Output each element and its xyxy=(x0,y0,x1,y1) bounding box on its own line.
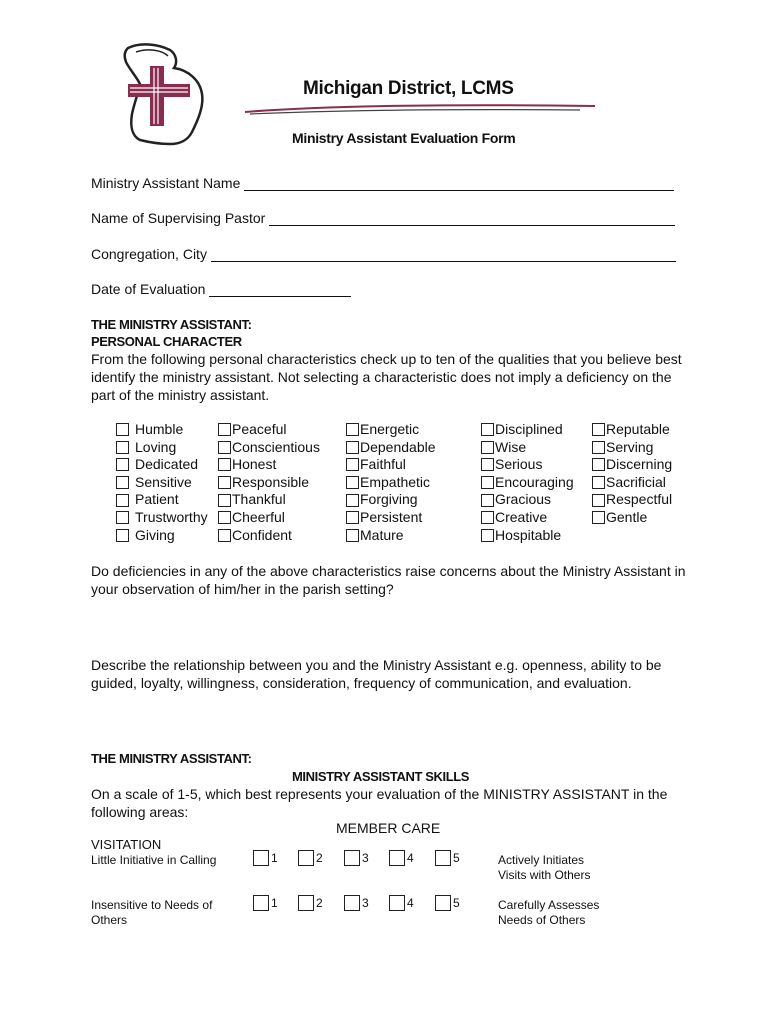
trait-label: Empathetic xyxy=(360,473,431,490)
row1-low-label: Little Initiative in Calling xyxy=(91,853,217,867)
checkbox[interactable] xyxy=(218,511,231,524)
checkbox[interactable] xyxy=(298,850,314,866)
trait-checkbox[interactable] xyxy=(346,491,436,509)
trait-checkbox[interactable] xyxy=(218,474,320,492)
checkbox[interactable] xyxy=(346,458,359,471)
trait-checkbox[interactable] xyxy=(116,421,208,439)
congregation-field[interactable] xyxy=(91,246,676,262)
trait-label: Serving xyxy=(606,438,654,455)
traits-column-2 xyxy=(218,421,320,544)
section1-heading-line2: PERSONAL CHARACTER xyxy=(91,334,242,349)
trait-checkbox[interactable] xyxy=(346,474,436,492)
trait-checkbox[interactable] xyxy=(592,439,672,457)
row1-rating-1[interactable] xyxy=(253,850,278,866)
category-heading: MEMBER CARE xyxy=(336,820,441,836)
section1-heading xyxy=(91,316,252,350)
row1-rating-2[interactable] xyxy=(298,850,323,866)
traits-column-4 xyxy=(481,421,574,544)
checkbox[interactable] xyxy=(218,441,231,454)
low-label-line2: Others xyxy=(91,913,128,927)
trait-checkbox[interactable] xyxy=(592,491,672,509)
checkbox[interactable] xyxy=(435,895,451,911)
trait-label: Loving xyxy=(135,438,177,455)
trait-checkbox[interactable] xyxy=(116,491,208,509)
trait-label: Encouraging xyxy=(495,473,574,490)
trait-checkbox[interactable] xyxy=(481,509,574,527)
trait-checkbox[interactable] xyxy=(116,474,208,492)
rating-label: 5 xyxy=(453,851,460,865)
checkbox[interactable] xyxy=(481,476,494,489)
trait-label: Respectful xyxy=(606,491,673,508)
checkbox[interactable] xyxy=(481,458,494,471)
trait-checkbox[interactable] xyxy=(346,509,436,527)
assistant-name-line[interactable] xyxy=(244,176,674,191)
checkbox[interactable] xyxy=(218,494,231,507)
trait-label: Thankful xyxy=(232,491,286,508)
trait-label: Gracious xyxy=(495,491,552,508)
row1-rating-4[interactable] xyxy=(389,850,414,866)
checkbox[interactable] xyxy=(218,476,231,489)
trait-label: Conscientious xyxy=(232,438,320,455)
high-label-line2: Needs of Others xyxy=(498,913,586,927)
trait-label: Faithful xyxy=(360,456,406,473)
section2-heading: THE MINISTRY ASSISTANT: xyxy=(91,751,252,766)
rating-label: 3 xyxy=(362,896,369,910)
trait-label: Sensitive xyxy=(135,473,192,490)
date-field[interactable] xyxy=(91,281,351,297)
high-label-line1: Actively Initiates xyxy=(498,853,585,867)
pastor-name-line[interactable] xyxy=(269,211,675,226)
pastor-name-field[interactable] xyxy=(91,210,675,226)
district-logo xyxy=(118,40,210,148)
trait-checkbox[interactable] xyxy=(592,421,672,439)
trait-label: Dependable xyxy=(360,438,436,455)
field-label: Date of Evaluation xyxy=(91,281,206,297)
checkbox[interactable] xyxy=(346,423,359,436)
checkbox[interactable] xyxy=(218,458,231,471)
checkbox[interactable] xyxy=(592,476,605,489)
checkbox[interactable] xyxy=(344,850,360,866)
rating-label: 1 xyxy=(271,896,278,910)
checkbox[interactable] xyxy=(346,494,359,507)
trait-label: Forgiving xyxy=(360,491,418,508)
checkbox[interactable] xyxy=(116,458,129,471)
trait-label: Hospitable xyxy=(495,526,562,543)
trait-label: Dedicated xyxy=(135,456,199,473)
checkbox[interactable] xyxy=(592,511,605,524)
trait-checkbox[interactable] xyxy=(481,474,574,492)
rating-label: 2 xyxy=(316,851,323,865)
trait-checkbox[interactable] xyxy=(481,439,574,457)
trait-label: Serious xyxy=(495,456,543,473)
checkbox[interactable] xyxy=(389,895,405,911)
row2-rating-2[interactable] xyxy=(298,895,323,911)
trait-checkbox[interactable] xyxy=(218,421,320,439)
section1-instructions: From the following personal characteristics check up to ten of the qualities that you believe best identify the ministry assistant. Not selecting a characteristic does not imply a deficiency on the part of the ministry assistant. xyxy=(91,351,682,403)
trait-label: Sacrificial xyxy=(606,473,666,490)
checkbox[interactable] xyxy=(116,441,129,454)
checkbox[interactable] xyxy=(435,850,451,866)
trait-label: Disciplined xyxy=(495,421,563,437)
trait-checkbox[interactable] xyxy=(116,439,208,457)
trait-checkbox[interactable] xyxy=(346,527,436,545)
trait-label: Patient xyxy=(135,491,179,508)
trait-checkbox[interactable] xyxy=(481,491,574,509)
rating-label: 2 xyxy=(316,896,323,910)
row1-rating-3[interactable] xyxy=(344,850,369,866)
low-label-line1: Insensitive to Needs of xyxy=(91,898,213,912)
checkbox[interactable] xyxy=(218,423,231,436)
checkbox[interactable] xyxy=(389,850,405,866)
trait-label: Responsible xyxy=(232,473,310,490)
row2-low-label xyxy=(91,898,212,928)
trait-checkbox[interactable] xyxy=(116,527,208,545)
trait-checkbox[interactable] xyxy=(481,421,574,439)
traits-column-5 xyxy=(592,421,672,527)
trait-checkbox[interactable] xyxy=(592,474,672,492)
trait-label: Energetic xyxy=(360,421,420,437)
checkbox[interactable] xyxy=(592,441,605,454)
row2-high-label xyxy=(498,898,599,928)
rating-label: 5 xyxy=(453,896,460,910)
trait-label: Creative xyxy=(495,508,548,525)
checkbox[interactable] xyxy=(218,529,231,542)
row1-rating-5[interactable] xyxy=(435,850,460,866)
trait-label: Gentle xyxy=(606,508,648,525)
trait-checkbox[interactable] xyxy=(116,456,208,474)
trait-checkbox[interactable] xyxy=(592,509,672,527)
row2-rating-3[interactable] xyxy=(344,895,369,911)
field-label: Congregation, City xyxy=(91,246,207,262)
checkbox[interactable] xyxy=(116,529,129,542)
title-swoosh xyxy=(240,100,600,120)
trait-label: Confident xyxy=(232,526,292,543)
trait-checkbox[interactable] xyxy=(346,456,436,474)
trait-checkbox[interactable] xyxy=(116,509,208,527)
trait-label: Cheerful xyxy=(232,508,285,525)
trait-checkbox[interactable] xyxy=(218,527,320,545)
section1-heading-line1: THE MINISTRY ASSISTANT: xyxy=(91,317,252,332)
section2-instructions: On a scale of 1-5, which best represents your evaluation of the MINISTRY ASSISTANT in the following areas: xyxy=(91,786,668,820)
trait-label: Wise xyxy=(495,438,527,455)
trait-label: Giving xyxy=(135,526,175,543)
trait-checkbox[interactable] xyxy=(592,456,672,474)
deficiency-question: Do deficiencies in any of the above characteristics raise concerns about the Ministry Assistant in your observation of him/her in the parish setting? xyxy=(91,563,686,597)
rating-label: 4 xyxy=(407,896,414,910)
row2-rating-4[interactable] xyxy=(389,895,414,911)
checkbox[interactable] xyxy=(253,850,269,866)
checkbox[interactable] xyxy=(346,511,359,524)
trait-label: Discerning xyxy=(606,456,673,473)
rating-label: 3 xyxy=(362,851,369,865)
congregation-line[interactable] xyxy=(211,247,676,262)
trait-checkbox[interactable] xyxy=(481,456,574,474)
checkbox[interactable] xyxy=(116,423,129,436)
trait-label: Humble xyxy=(135,421,184,437)
checkbox[interactable] xyxy=(592,423,605,436)
checkbox[interactable] xyxy=(253,895,269,911)
checkbox[interactable] xyxy=(346,441,359,454)
trait-checkbox[interactable] xyxy=(218,456,320,474)
checkbox[interactable] xyxy=(344,895,360,911)
trait-label: Trustworthy xyxy=(135,508,208,525)
checkbox[interactable] xyxy=(592,458,605,471)
rating-label: 1 xyxy=(271,851,278,865)
checkbox[interactable] xyxy=(481,423,494,436)
skills-subheading: MINISTRY ASSISTANT SKILLS xyxy=(292,769,470,784)
checkbox[interactable] xyxy=(116,476,129,489)
trait-label: Mature xyxy=(360,526,404,543)
page-title: Michigan District, LCMS xyxy=(303,78,514,99)
checkbox[interactable] xyxy=(346,476,359,489)
checkbox[interactable] xyxy=(346,529,359,542)
rating-label: 4 xyxy=(407,851,414,865)
checkbox[interactable] xyxy=(481,441,494,454)
trait-checkbox[interactable] xyxy=(346,439,436,457)
row2-rating-5[interactable] xyxy=(435,895,460,911)
checkbox[interactable] xyxy=(116,511,129,524)
trait-label: Reputable xyxy=(606,421,670,437)
row2-rating-1[interactable] xyxy=(253,895,278,911)
form-subtitle: Ministry Assistant Evaluation Form xyxy=(292,130,516,146)
checkbox[interactable] xyxy=(592,494,605,507)
field-label: Ministry Assistant Name xyxy=(91,175,241,191)
trait-checkbox[interactable] xyxy=(218,491,320,509)
trait-checkbox[interactable] xyxy=(218,509,320,527)
trait-label: Honest xyxy=(232,456,277,473)
relationship-question: Describe the relationship between you and the Ministry Assistant e.g. openness, ability to be guided, loyalty, willingness, consideration, frequency of communication, and evaluation. xyxy=(91,657,662,691)
date-line[interactable] xyxy=(209,282,351,297)
subcategory-heading: VISITATION xyxy=(91,837,162,852)
high-label-line2: Visits with Others xyxy=(498,868,591,882)
checkbox[interactable] xyxy=(481,494,494,507)
checkbox[interactable] xyxy=(481,529,494,542)
field-label: Name of Supervising Pastor xyxy=(91,210,266,226)
trait-checkbox[interactable] xyxy=(346,421,436,439)
assistant-name-field[interactable] xyxy=(91,175,674,191)
trait-checkbox[interactable] xyxy=(218,439,320,457)
traits-column-1 xyxy=(116,421,208,544)
checkbox[interactable] xyxy=(116,494,129,507)
checkbox[interactable] xyxy=(481,511,494,524)
high-label-line1: Carefully Assesses xyxy=(498,898,600,912)
checkbox[interactable] xyxy=(298,895,314,911)
traits-column-3 xyxy=(346,421,436,544)
row1-high-label xyxy=(498,853,590,883)
trait-label: Peaceful xyxy=(232,421,287,437)
trait-label: Persistent xyxy=(360,508,423,525)
trait-checkbox[interactable] xyxy=(481,527,574,545)
